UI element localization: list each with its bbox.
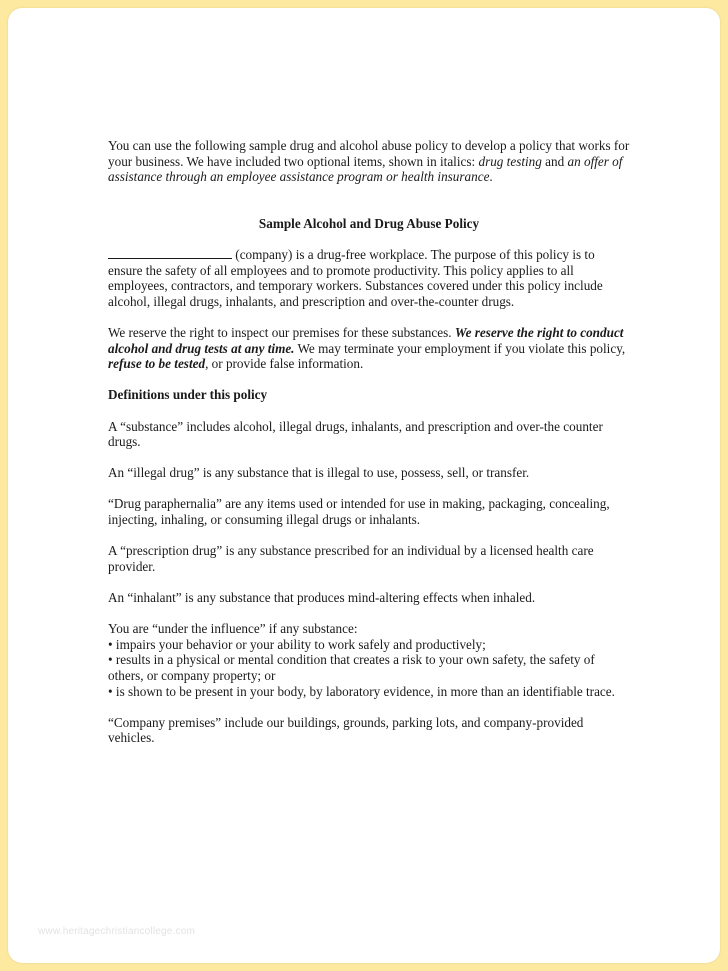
purpose-text: (company) is a drug-free workplace. The purpose of this policy is to ensure the safety of all employees and to promote productivity. This policy applies to all employees, contractors, and temporary workers. Substances covered under this policy include alcohol, illegal drugs, inhalants, and prescription and over-the-counter drugs. [108, 246, 603, 309]
intro-text-2: and [541, 153, 568, 169]
company-name-blank [108, 247, 232, 259]
influence-item: • impairs your behavior or your ability to work safely and productively; [108, 636, 486, 652]
reserve-italic-2: refuse to be tested [108, 356, 206, 372]
document-page [8, 8, 720, 963]
watermark-text: www.heritagechristiancollege.com [38, 926, 196, 937]
intro-italic-1: drug testing [478, 153, 542, 169]
definition-substance: A “substance” includes alcohol, illegal drugs, inhalants, and prescription and over-the counter drugs. [108, 418, 603, 450]
influence-lead: You are “under the influence” if any substance: [108, 621, 358, 637]
definition-paraphernalia: “Drug paraphernalia” are any items used or intended for use in making, packaging, concealing, injecting, inhaling, or consuming illegal drugs or inhalants. [108, 496, 610, 528]
intro-text-3: . [489, 169, 493, 185]
intro-italic-2: an offer of assistance through an employee assistance program or health insurance [108, 153, 623, 185]
purpose-paragraph [108, 247, 630, 309]
policy-title: Sample Alcohol and Drug Abuse Policy [258, 215, 480, 231]
definition-prescription-drug: A “prescription drug” is any substance prescribed for an individual by a licensed health care provider. [108, 543, 594, 574]
reserve-text-2: We may terminate your employment if you violate this policy, [294, 340, 626, 356]
influence-item: • results in a physical or mental condition that creates a risk to your own safety, the safety of others, or company property; or [108, 652, 595, 683]
reserve-italic-1: We reserve the right to conduct alcohol and drug tests at any time. [108, 324, 624, 356]
definitions-heading: Definitions under this policy [108, 387, 268, 403]
intro-paragraph [108, 138, 630, 185]
intro-text-1: You can use the following sample drug and alcohol abuse policy to develop a policy that works for your business. We have included two optional items, shown in italics: [108, 138, 630, 169]
document-body [108, 138, 630, 762]
reserve-text-1: We reserve the right to inspect our premises for these substances. [108, 324, 455, 340]
reserve-paragraph [108, 325, 630, 372]
definition-illegal-drug: An “illegal drug” is any substance that is illegal to use, possess, sell, or transfer. [108, 465, 530, 481]
definition-company-premises: “Company premises” include our buildings, grounds, parking lots, and company-provided vehicles. [108, 714, 584, 746]
definition-inhalant: An “inhalant” is any substance that produces mind-altering effects when inhaled. [108, 590, 536, 606]
influence-item: • is shown to be present in your body, by laboratory evidence, in more than an identifiable trace. [108, 683, 615, 699]
reserve-text-3: , or provide false information. [205, 356, 364, 372]
influence-paragraph [108, 621, 630, 699]
